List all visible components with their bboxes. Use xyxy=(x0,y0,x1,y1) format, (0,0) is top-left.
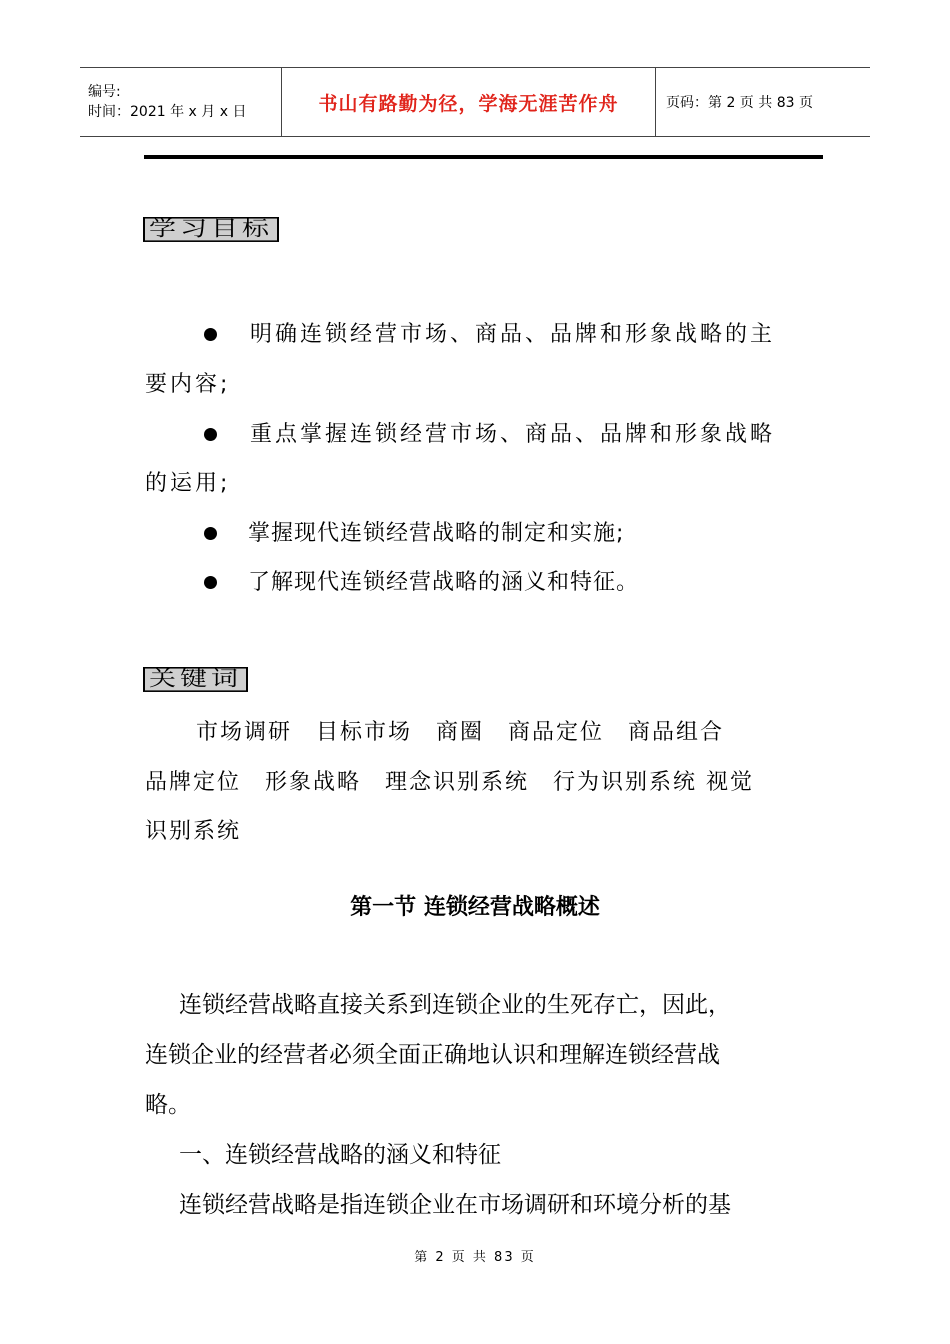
paragraph-line1: 连锁经营战略直接关系到连锁企业的生死存亡，因此， xyxy=(179,992,731,1018)
number-label: 编号: xyxy=(88,84,121,100)
header-page xyxy=(656,68,870,136)
bullet-icon xyxy=(204,428,217,441)
subheading: 一、连锁经营战略的涵义和特征 xyxy=(179,1142,501,1168)
objective-2-line1: 重点掌握连锁经营市场、商品、品牌和形象战略 xyxy=(250,422,776,447)
header-meta xyxy=(80,68,282,136)
objective-4: 了解现代连锁经营战略的涵义和特征。 xyxy=(248,570,640,595)
header-rule xyxy=(144,155,823,159)
keywords-line2: 品牌定位 形象战略 理念识别系统 行为识别系统 视觉 xyxy=(145,770,754,795)
paragraph-line3: 略。 xyxy=(145,1092,191,1118)
paragraph-last-line: 连锁经营战略是指连锁企业在市场调研和环境分析的基 xyxy=(179,1192,731,1218)
bullet-icon xyxy=(204,328,217,341)
keywords-line1: 市场调研 目标市场 商圈 商品定位 商品组合 xyxy=(196,720,725,745)
header-motto xyxy=(282,68,656,136)
bullet-icon xyxy=(204,527,217,540)
objective-1-line1: 明确连锁经营市场、商品、品牌和形象战略的主 xyxy=(250,322,776,347)
keywords-line3: 识别系统 xyxy=(145,819,242,844)
time-label: 时间：2021 年 x 月 x 日 xyxy=(88,104,247,120)
objective-1-line2: 要内容; xyxy=(145,372,231,397)
objective-3: 掌握现代连锁经营战略的制定和实施; xyxy=(248,521,625,546)
motto-text: 书山有路勤为径，学海无涯苦作舟 xyxy=(318,92,619,115)
page-footer: 第 2 页 共 83 页 xyxy=(414,1250,536,1265)
page-label: 页码：第 2 页 共 83 页 xyxy=(666,95,813,111)
bullet-icon xyxy=(204,576,217,589)
page-header xyxy=(80,67,870,137)
objective-2-line2: 的运用; xyxy=(145,471,231,496)
section-title: 第一节 连锁经营战略概述 xyxy=(350,895,600,920)
keywords-heading: 关键词 xyxy=(143,667,248,692)
paragraph-line2: 连锁企业的经营者必须全面正确地认识和理解连锁经营战 xyxy=(145,1042,720,1068)
objectives-heading: 学习目标 xyxy=(143,217,279,242)
